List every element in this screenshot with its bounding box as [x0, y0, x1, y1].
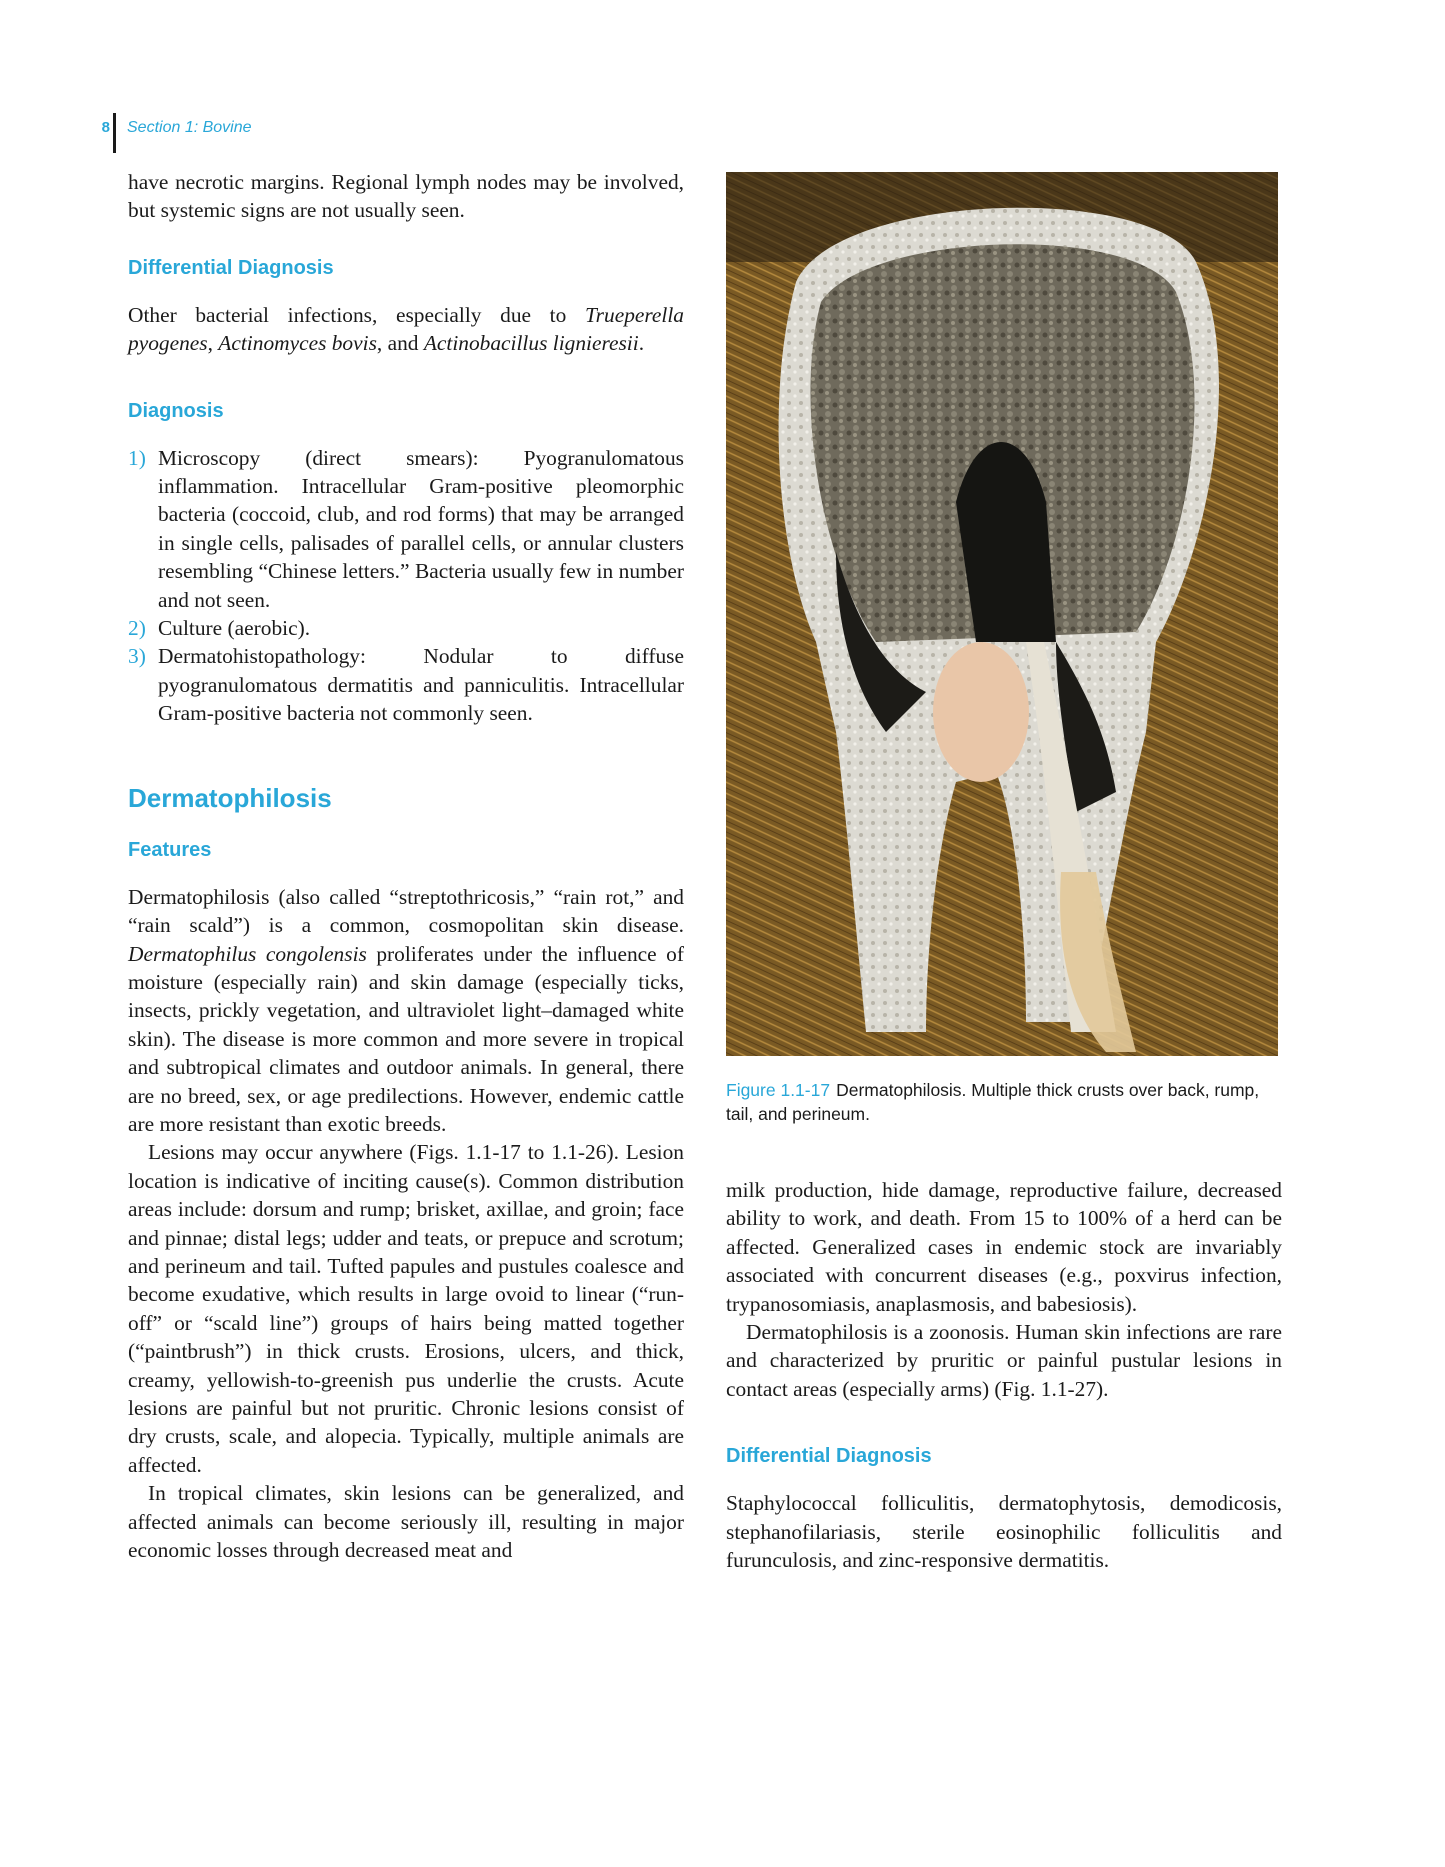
figure-label: Figure 1.1-17 — [726, 1080, 831, 1100]
right-column — [726, 1176, 1282, 1574]
differential-diagnosis-heading-2: Differential Diagnosis — [726, 1445, 932, 1468]
figure-photo — [726, 172, 1278, 1056]
list-item: 1) Microscopy (direct smears): Pyogranulomatous inflammation. Intracellular Gram-positive pleomorphic bacteria (coccoid, club, and rod forms) that may be arranged in single cells, palisades of parallel cells, or annular clusters resembling “Chinese letters.” Bacteria usually few in number and not seen. — [128, 445, 684, 612]
differential-diagnosis-paragraph: Other bacterial infections, especially due to Trueperella pyogenes, Actinomyces bovis, and Actinobacillus lignieresii. — [128, 302, 684, 356]
cow-hindquarters-illustration — [726, 172, 1278, 1056]
intro-paragraph: have necrotic margins. Regional lymph nodes may be involved, but systemic signs are not usually seen. — [128, 170, 684, 223]
page-number: 8 — [101, 119, 110, 136]
features-paragraph: Dermatophilosis (also called “streptothricosis,” “rain rot,” and “rain scald”) is a common, cosmopolitan skin disease. Dermatophilus congolensis proliferates under the influence of moisture (especially rain) and skin damage (especially ticks, insects, prickly vegetation, and ultraviolet light–damaged white skin). The disease is more common and more severe in tropical and subtropical climates and outdoor animals. In general, there are no breed, sex, or age predilections. However, endemic cattle are more resistant than exotic breeds. — [128, 884, 684, 1136]
diagnosis-list — [128, 444, 684, 728]
list-item: 3) Dermatohistopathology: Nodular to diffuse pyogranulomatous dermatitis and panniculitis. Intracellular Gram-positive bacteria not commonly seen. — [128, 644, 684, 726]
left-column — [128, 168, 684, 1564]
section-title: Dermatophilosis — [128, 782, 332, 813]
tropical-paragraph: In tropical climates, skin lesions can be generalized, and affected animals can become seriously ill, resulting in major economic losses through decreased meat and — [128, 1481, 684, 1563]
differential-diagnosis-paragraph-2: Staphylococcal folliculitis, dermatophytosis, demodicosis, stephanofilariasis, sterile eosinophilic folliculitis and furunculosis, and zinc-responsive dermatitis. — [726, 1491, 1282, 1573]
figure-caption — [726, 1078, 1282, 1126]
figure-caption-text: Dermatophilosis. Multiple thick crusts over back, rump, tail, and perineum. — [726, 1080, 1260, 1124]
section-label: Section 1: Bovine — [127, 119, 252, 136]
features-heading: Features — [128, 838, 212, 861]
differential-diagnosis-heading: Differential Diagnosis — [128, 256, 334, 279]
header-rule — [113, 113, 116, 153]
lesions-paragraph: Lesions may occur anywhere (Figs. 1.1-17 to 1.1-26). Lesion location is indicative of inciting cause(s). Common distribution areas include: dorsum and rump; brisket, axillae, and groin; face and pinnae; distal legs; udder and teats, or prepuce and scrotum; and perineum and tail. Tufted papules and pustules coalesce and become exudative, which results in large ovoid to linear (“run-off” or “scald line”) groups of hairs being matted together (“paintbrush”) in thick crusts. Erosions, ulcers, and thick, creamy, yellowish-to-greenish pus underlie the crusts. Acute lesions are painful but not pruritic. Chronic lesions consist of dry crusts, scale, and alopecia. Typically, multiple animals are affected. — [128, 1140, 684, 1477]
list-item: 2) Culture (aerobic). — [128, 616, 311, 641]
milk-production-paragraph: milk production, hide damage, reproductive failure, decreased ability to work, and death. From 15 to 100% of a herd can be affected. Generalized cases in endemic stock are invariably associated with concurrent diseases (e.g., poxvirus infection, trypanosomiasis, anaplasmosis, and babesiosis). — [726, 1178, 1282, 1316]
zoonosis-paragraph: Dermatophilosis is a zoonosis. Human skin infections are rare and characterized by pruritic or painful pustular lesions in contact areas (especially arms) (Fig. 1.1-27). — [726, 1320, 1282, 1401]
diagnosis-heading: Diagnosis — [128, 399, 224, 422]
